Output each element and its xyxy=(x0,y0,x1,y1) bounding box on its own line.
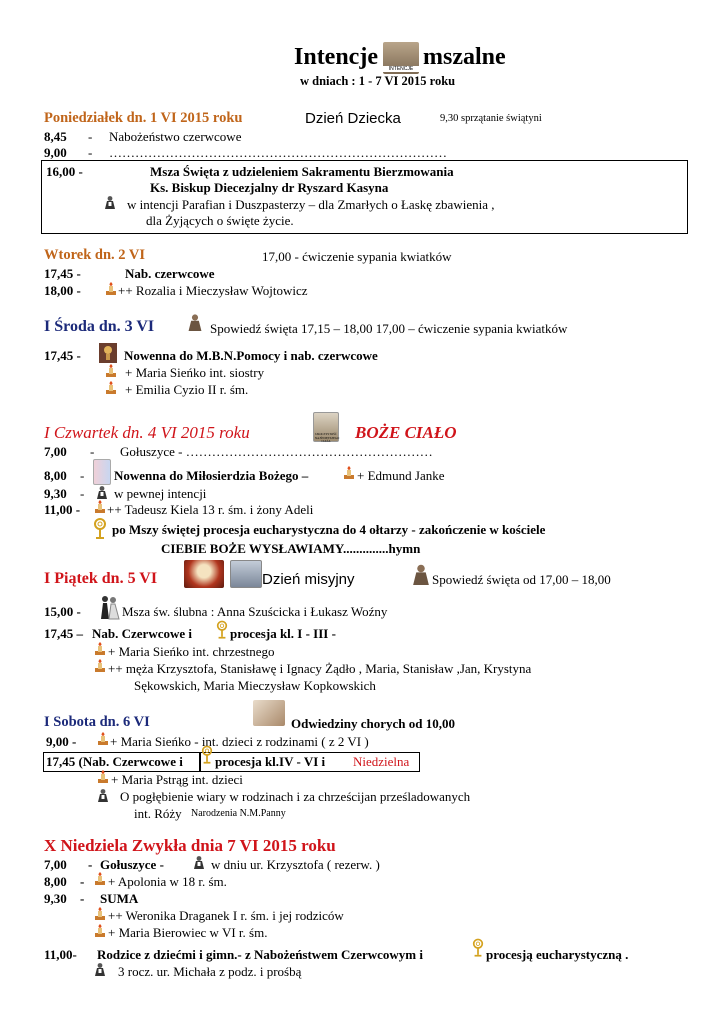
sun-r1-time: 7,00 xyxy=(44,857,67,872)
sat-r1-time: 9,00 - xyxy=(46,734,77,749)
wednesday-heading: I Środa dn. 3 VI xyxy=(44,318,155,335)
priest-icon xyxy=(93,962,107,980)
sat-r3-text: + Maria Pstrąg int. dzieci xyxy=(111,772,243,787)
candle-icon xyxy=(93,924,107,942)
mon-r1-time: 8,45 xyxy=(44,129,67,144)
sun-r5-text: + Maria Bierowiec w VI r. śm. xyxy=(108,925,268,940)
box-line1: Msza Święta z udzieleniem Sakramentu Bierzmowania xyxy=(150,164,454,179)
mission-day: Dzień misyjny xyxy=(262,571,355,588)
sun-r6-text-b: procesją eucharystyczną . xyxy=(486,947,629,962)
tue-r2-time: 18,00 - xyxy=(44,283,81,298)
candle-icon xyxy=(93,907,107,925)
monday-note: 9,30 sprzątanie świątyni xyxy=(440,113,542,124)
sat-r2-b: procesja kl.IV - VI i xyxy=(215,754,326,769)
priest-icon xyxy=(186,313,204,335)
candle-icon xyxy=(104,282,118,300)
candle-icon xyxy=(96,770,110,788)
logo-label: INTENCJE xyxy=(383,66,419,72)
box-line2: Ks. Biskup Diecezjalny dr Ryszard Kasyna xyxy=(150,180,389,195)
mon-r2-time: 9,00 xyxy=(44,145,67,160)
box-line4: dla Żyjących o święte życie. xyxy=(146,213,294,228)
monstrance-icon xyxy=(216,620,228,644)
priest-icon xyxy=(410,563,432,589)
wed-r1-text: Nowenna do M.B.N.Pomocy i nab. czerwcowe xyxy=(124,348,378,363)
fri-r4-text: ++ męża Krzysztofa, Stanisławę i Ignacy Żądło , Maria, Stanisław ,Jan, Krystyna xyxy=(108,661,532,676)
fri-r2-time: 17,45 – xyxy=(44,626,83,641)
feast-icon-label: UROCZYSTOŚĆ NAJŚWIĘTSZEGO CIAŁA xyxy=(315,432,340,443)
mon-r2-text: …………………………………………………………………… xyxy=(109,145,447,160)
procession-line1: po Mszy świętej procesja eucharystyczna do 4 ołtarzy - zakończenie w kościele xyxy=(112,522,546,537)
corpus-christi-image xyxy=(313,412,339,442)
candle-icon xyxy=(104,364,118,382)
monday-heading: Poniedziałek dn. 1 VI 2015 roku xyxy=(44,110,243,126)
sun-r3-time: 9,30 xyxy=(44,891,67,906)
sun-r1-dash: - xyxy=(88,857,93,872)
box-time: 16,00 - xyxy=(46,164,83,179)
procession-line2: CIEBIE BOŻE WYSŁAWIAMY..............hymn xyxy=(161,541,421,556)
sun-r2-dash: - xyxy=(80,874,85,889)
wednesday-note: Spowiedź święta 17,15 – 18,00 17,00 – ćwiczenie sypania kwiatków xyxy=(210,321,568,336)
fri-r2-text-a: Nab. Czerwcowe i xyxy=(92,626,192,641)
title-right: mszalne xyxy=(423,44,506,70)
feast-name: BOŻE CIAŁO xyxy=(355,423,457,442)
sun-r2-time: 8,00 xyxy=(44,874,67,889)
thu-r1-dash: - xyxy=(90,444,95,459)
thu-r4-text: ++ Tadeusz Kiela 13 r. śm. i żony Adeli xyxy=(107,502,314,517)
thu-r1-text: Gołuszyce - ………………………………………………… xyxy=(120,444,433,459)
thu-r3-dash: - xyxy=(80,486,85,501)
mon-r2-dash: - xyxy=(88,145,93,160)
wed-r2-text: + Maria Sieńko int. siostry xyxy=(125,365,265,380)
monstrance-icon xyxy=(201,745,213,769)
sun-r4-text: ++ Weronika Draganek I r. śm. i jej rodziców xyxy=(108,908,344,923)
thu-r2-extra: + Edmund Janke xyxy=(357,468,445,483)
monstrance-icon xyxy=(93,518,107,544)
monday-extra: Dzień Dziecka xyxy=(305,110,401,127)
saturday-heading: I Sobota dn. 6 VI xyxy=(44,714,150,730)
fri-r2-text-b: procesja kl. I - III - xyxy=(230,626,336,641)
subtitle: w dniach : 1 - 7 VI 2015 roku xyxy=(300,74,456,88)
tue-r1-time: 17,45 - xyxy=(44,266,81,281)
priest-icon xyxy=(103,195,117,213)
candle-icon xyxy=(93,872,107,890)
sat-r2-c: Niedzielna xyxy=(353,754,410,769)
thursday-heading: I Czwartek dn. 4 VI 2015 roku xyxy=(44,423,250,442)
candle-icon xyxy=(342,466,356,484)
wed-r3-text: + Emilia Cyzio II r. śm. xyxy=(125,382,249,397)
fri-r5-text: Sękowskich, Maria Mieczysław Kopkowskich xyxy=(134,678,376,693)
tuesday-heading: Wtorek dn. 2 VI xyxy=(44,247,145,263)
thu-r3-text: w pewnej intencji xyxy=(114,486,207,501)
friday-note: Spowiedź święta od 17,00 – 18,00 xyxy=(432,572,611,587)
sun-r3-dash: - xyxy=(80,891,85,906)
thu-r2-time: 8,00 xyxy=(44,468,67,483)
sunday-heading: X Niedziela Zwykła dnia 7 VI 2015 roku xyxy=(44,836,336,855)
sun-r6-text-a: Rodzice z dziećmi i gimn.- z Nabożeństwem Czerwcowym i xyxy=(97,947,423,962)
mon-r1-text: Nabożeństwo czerwcowe xyxy=(109,129,242,144)
sat-r2-a: 17,45 (Nab. Czerwcowe i xyxy=(46,754,183,769)
mon-r1-dash: - xyxy=(88,129,93,144)
sat-r5-small: Narodzenia N.M.Panny xyxy=(191,808,286,819)
candle-icon xyxy=(104,381,118,399)
wedding-icon xyxy=(98,595,120,623)
sick-visit-image xyxy=(253,700,285,726)
candle-icon xyxy=(93,642,107,660)
friday-heading: I Piątek dn. 5 VI xyxy=(44,570,158,587)
thu-r2-dash: - xyxy=(80,468,85,483)
divine-mercy-image xyxy=(93,459,111,485)
wed-r1-time: 17,45 - xyxy=(44,348,81,363)
sun-r7-text: 3 rocz. ur. Michała z podz. i prośbą xyxy=(118,964,302,979)
sun-r3-text: SUMA xyxy=(100,891,139,906)
tuesday-note: 17,00 - ćwiczenie sypania kwiatków xyxy=(262,249,452,264)
title-left: Intencje xyxy=(294,44,378,70)
tue-r1-text: Nab. czerwcowe xyxy=(125,266,215,281)
sat-r4-text: O pogłębienie wiary w rodzinach i za chrześcijan prześladowanych xyxy=(120,789,471,804)
box-line3: w intencji Parafian i Duszpasterzy – dla Zmarłych o Łaskę zbawienia , xyxy=(127,197,495,212)
sun-r1-text: Gołuszyce - xyxy=(100,857,164,872)
sun-r2-text: + Apolonia w 18 r. śm. xyxy=(108,874,227,889)
thu-r3-time: 9,30 xyxy=(44,486,67,501)
fri-r1-time: 15,00 - xyxy=(44,604,81,619)
priest-icon xyxy=(192,855,206,873)
tue-r2-text: ++ Rozalia i Mieczysław Wojtowicz xyxy=(118,283,308,298)
sun-r6-time: 11,00- xyxy=(44,947,77,962)
sat-r5-text: int. Róży xyxy=(134,806,182,821)
thu-r4-time: 11,00 - xyxy=(44,502,81,517)
sun-r1-text-b: w dniu ur. Krzysztofa ( rezerw. ) xyxy=(211,857,380,872)
candle-icon xyxy=(93,500,107,518)
intencje-logo xyxy=(383,42,419,74)
jesus-image xyxy=(184,560,224,588)
mission-image xyxy=(230,560,262,588)
priest-icon xyxy=(96,788,110,806)
fri-r1-text: Msza św. ślubna : Anna Szuścicka i Łukasz Woźny xyxy=(122,604,388,619)
monstrance-icon xyxy=(472,938,484,962)
candle-icon xyxy=(93,659,107,677)
fri-r3-text: + Maria Sieńko int. chrzestnego xyxy=(108,644,275,659)
sat-r1-text: + Maria Sieńko - int. dzieci z rodzinami ( z 2 VI ) xyxy=(110,734,369,749)
thu-r1-time: 7,00 xyxy=(44,444,67,459)
candle-icon xyxy=(96,732,110,750)
thu-r2-text: Nowenna do Miłosierdzia Bożego – xyxy=(114,468,309,483)
sick-visit-text: Odwiedziny chorych od 10,00 xyxy=(291,716,455,731)
